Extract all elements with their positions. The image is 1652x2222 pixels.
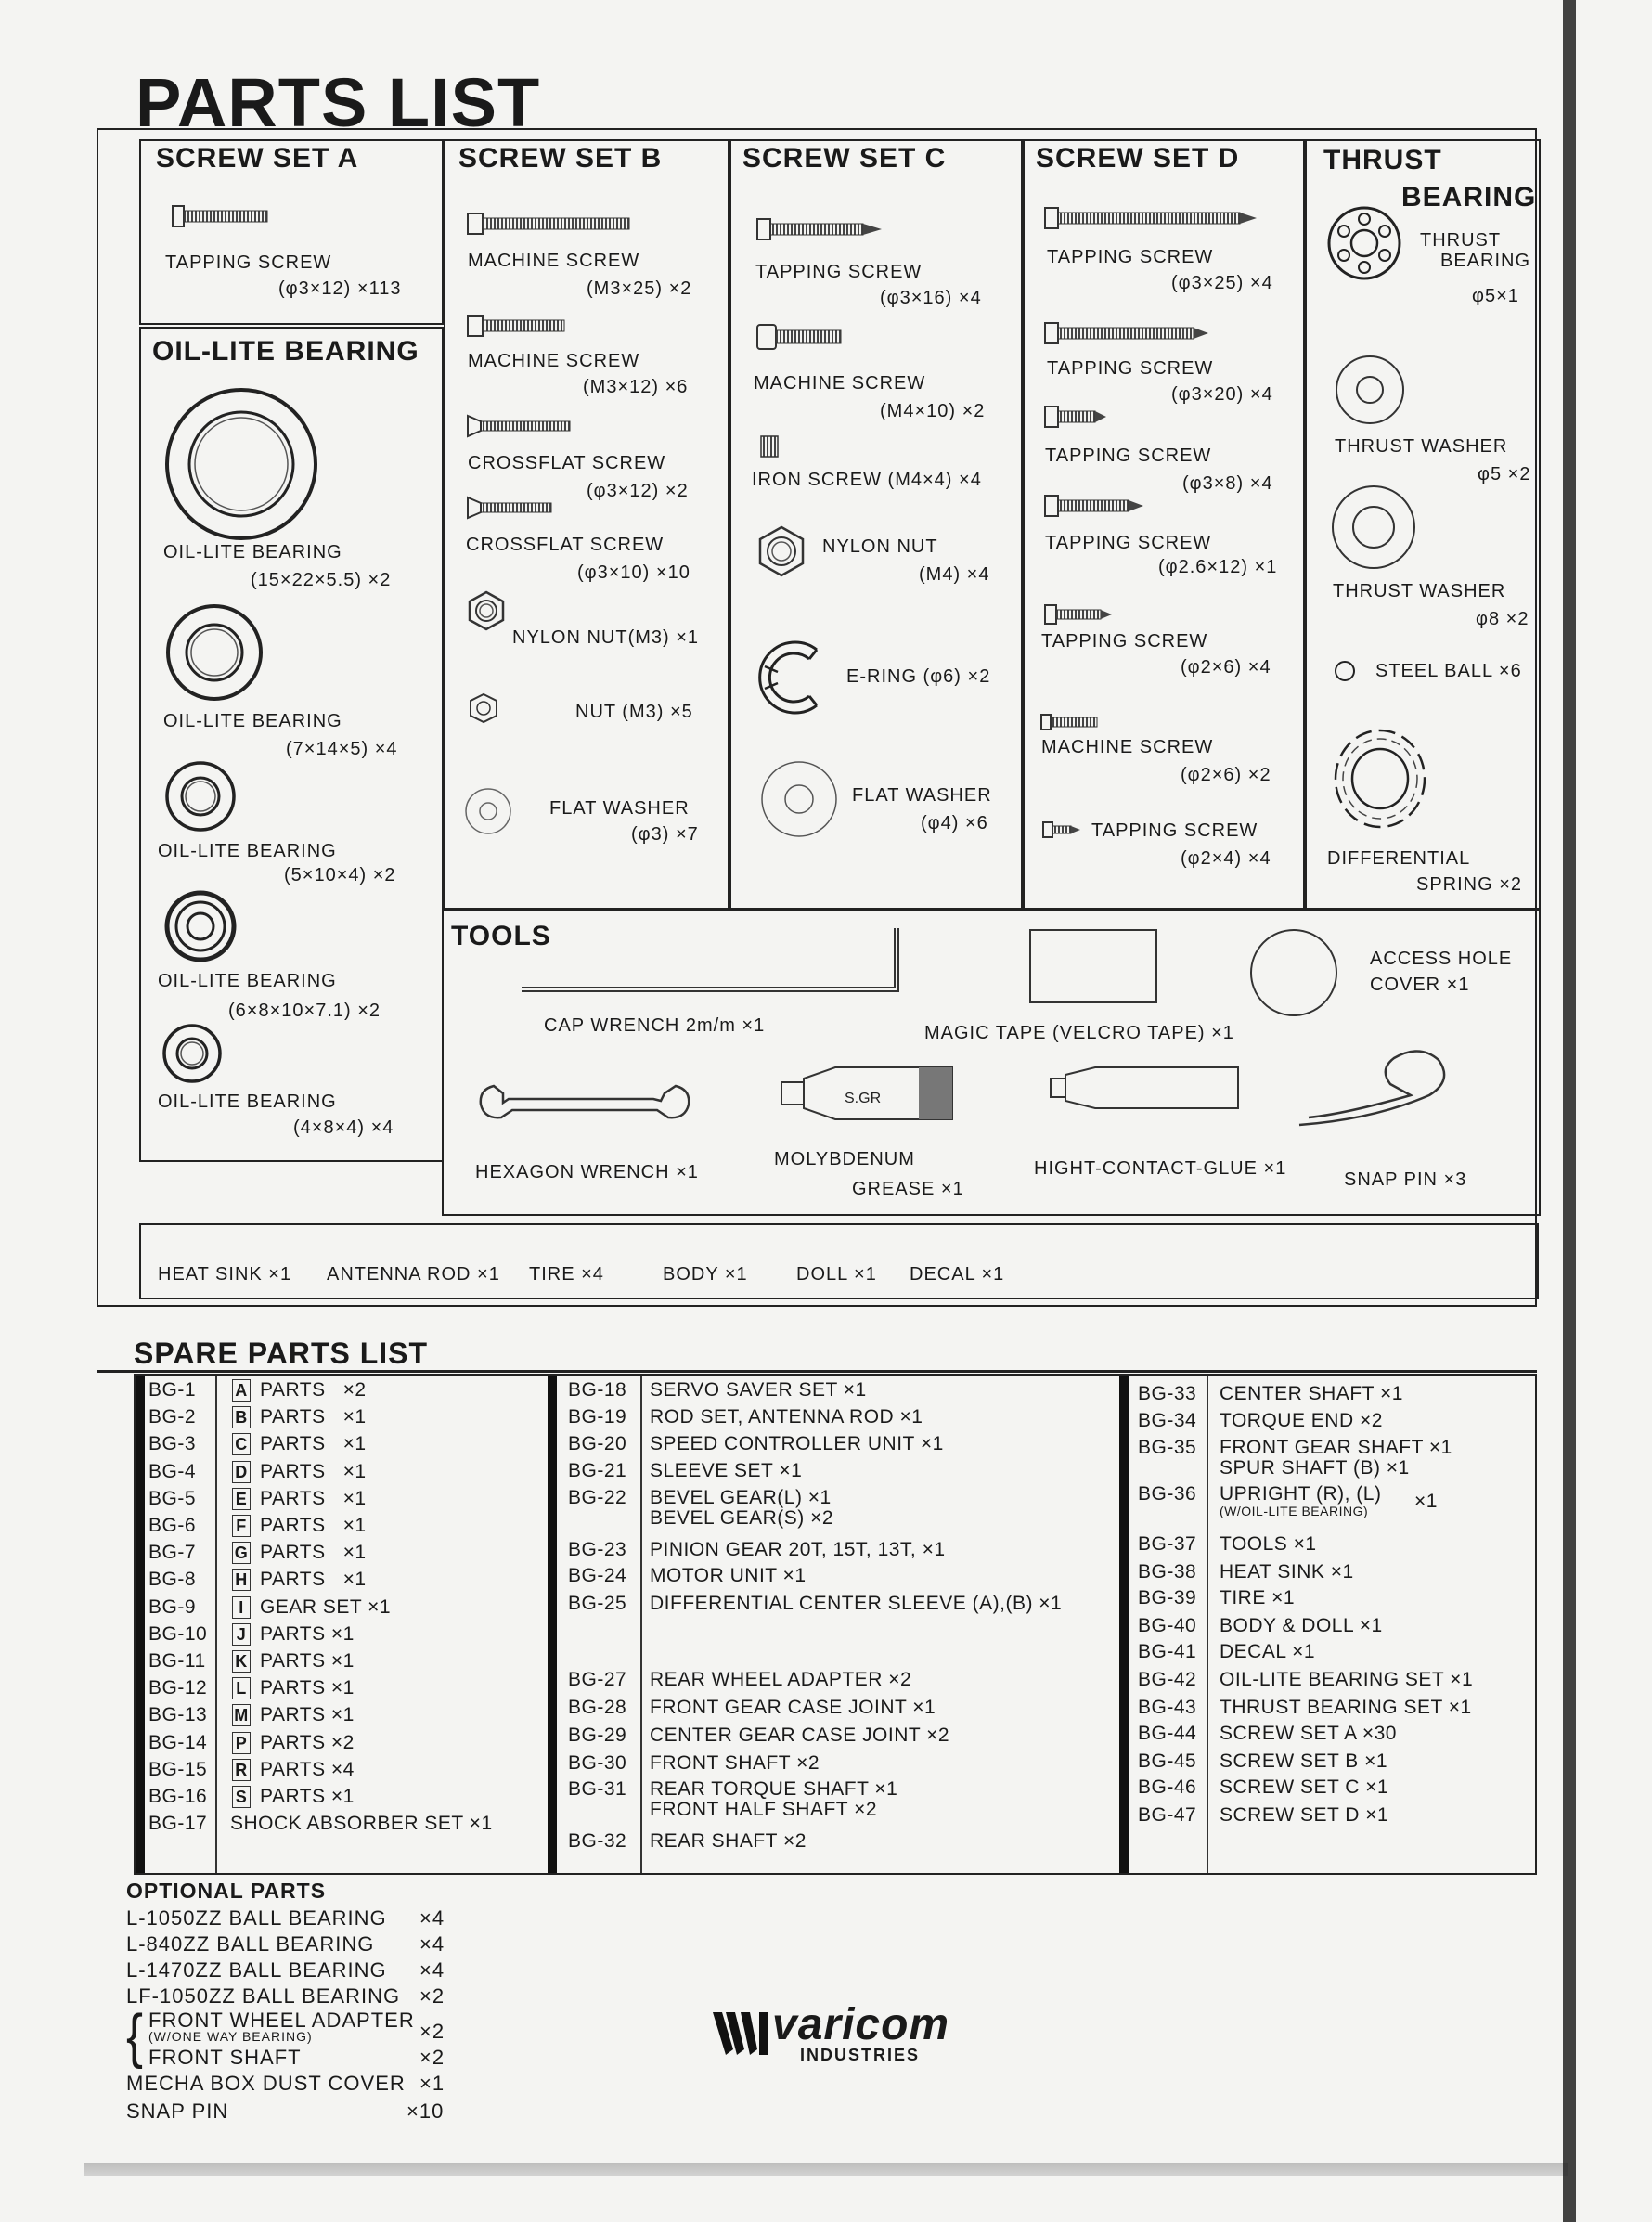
nut-icon <box>468 692 499 724</box>
machine-screw-long-icon <box>468 212 635 236</box>
optional-item-qty: ×1 <box>419 2072 445 2095</box>
bearing-flanged-icon <box>163 889 238 963</box>
bearing-medium-icon <box>163 601 265 704</box>
screw-b-1-qty: (M3×25) ×2 <box>587 278 692 299</box>
spare-code: BG-5 <box>148 1487 197 1509</box>
spare-code: BG-28 <box>568 1697 627 1718</box>
access-hole-cover-icon <box>1247 926 1340 1019</box>
oil-lite-4-label: OIL-LITE BEARING <box>158 971 337 991</box>
spare-desc: REAR TORQUE SHAFT ×1 <box>650 1778 898 1800</box>
spare-desc: PARTS ×1 <box>260 1704 355 1726</box>
screw-c-5-label: E-RING (φ6) ×2 <box>846 666 991 687</box>
glue-tube-icon <box>1049 1062 1244 1114</box>
spare-code: BG-22 <box>568 1487 627 1508</box>
thrust-3-label: THRUST WASHER <box>1333 581 1506 601</box>
part-letter-badge: L <box>232 1677 251 1699</box>
screw-d-3-label: TAPPING SCREW <box>1045 446 1212 466</box>
spare-code: BG-43 <box>1138 1697 1197 1718</box>
screw-d-6-label: MACHINE SCREW <box>1041 737 1214 757</box>
misc-tire: TIRE ×4 <box>529 1264 604 1285</box>
spare-code: BG-14 <box>148 1731 208 1753</box>
optional-item-name: L-1470ZZ BALL BEARING <box>126 1958 387 1982</box>
spare-desc: SLEEVE SET ×1 <box>650 1460 803 1481</box>
spare-code: BG-25 <box>568 1593 627 1614</box>
spare-desc: BODY & DOLL ×1 <box>1220 1615 1383 1636</box>
crossflat-screw-icon <box>468 414 579 438</box>
spare-code: BG-4 <box>148 1460 197 1482</box>
spare-desc: SCREW SET C ×1 <box>1220 1776 1389 1798</box>
part-letter-badge: K <box>232 1650 251 1673</box>
screw-c-2-label: MACHINE SCREW <box>754 373 926 394</box>
spare-desc: UPRIGHT (R), (L) <box>1220 1483 1382 1505</box>
tapping-screw-d2-icon <box>1045 321 1212 345</box>
tools-title: TOOLS <box>451 921 551 951</box>
thrust-washer-large-icon <box>1329 483 1418 572</box>
spare-code: BG-23 <box>568 1539 627 1560</box>
optional-item-qty: ×4 <box>419 1958 445 1982</box>
screw-a-qty: (φ3×12) ×113 <box>278 278 402 299</box>
spare-desc-2: FRONT HALF SHAFT ×2 <box>650 1799 878 1820</box>
snap-pin-icon <box>1290 1040 1457 1142</box>
spare-code: BG-18 <box>568 1379 627 1401</box>
spare-desc: DECAL ×1 <box>1220 1641 1316 1662</box>
screw-d-7-label: TAPPING SCREW <box>1091 820 1258 841</box>
screw-b-4-qty: (φ3×10) ×10 <box>577 562 690 583</box>
thrust-2-qty: φ5 ×2 <box>1478 464 1531 484</box>
spare-desc: BEVEL GEAR(L) ×1 <box>650 1487 832 1508</box>
screw-c-6-label: FLAT WASHER <box>852 785 992 806</box>
optional-item-qty: ×4 <box>419 1906 445 1930</box>
spare-code: BG-38 <box>1138 1561 1197 1583</box>
spare-desc: TORQUE END ×2 <box>1220 1410 1383 1431</box>
part-letter-badge: I <box>232 1596 251 1619</box>
spare-code: BG-32 <box>568 1830 627 1852</box>
bottom-edge-shadow <box>84 2163 1568 2176</box>
e-ring-icon <box>752 631 832 724</box>
spare-desc: SCREW SET A ×30 <box>1220 1723 1397 1744</box>
oil-lite-3-qty: (5×10×4) ×2 <box>284 865 396 885</box>
spare-code: BG-17 <box>148 1813 208 1835</box>
thrust-1-label: THRUST <box>1420 230 1502 251</box>
thrust-5-label: DIFFERENTIAL <box>1327 848 1471 869</box>
tapping-screw-c-icon <box>757 217 887 241</box>
bearing-small-icon <box>163 759 238 833</box>
thrust-washer-small-icon <box>1333 353 1407 427</box>
svg-text:S.GR: S.GR <box>845 1091 882 1106</box>
spare-desc: SHOCK ABSORBER SET ×1 <box>230 1813 493 1835</box>
access-hole-label-1: ACCESS HOLE <box>1370 949 1513 969</box>
screw-c-4-qty: (M4) ×4 <box>919 564 990 585</box>
spare-code: BG-41 <box>1138 1641 1197 1662</box>
spare-code: BG-6 <box>148 1515 197 1536</box>
tapping-screw-d1-icon <box>1045 206 1258 230</box>
spare-code: BG-40 <box>1138 1615 1197 1636</box>
spare-desc: PARTS ×4 <box>260 1758 355 1780</box>
screw-d-5-qty: (φ2×6) ×4 <box>1181 657 1271 678</box>
hexagon-wrench-icon <box>475 1067 694 1132</box>
spare-desc: PARTS ×1 <box>260 1569 367 1591</box>
varicom-mark-icon <box>713 2012 770 2057</box>
spare-code: BG-10 <box>148 1622 208 1645</box>
spare-desc: SCREW SET B ×1 <box>1220 1750 1388 1772</box>
screw-c-4-label: NYLON NUT <box>822 536 938 557</box>
cap-wrench-label: CAP WRENCH 2m/m ×1 <box>544 1015 766 1036</box>
spare-code: BG-2 <box>148 1406 197 1428</box>
spare-desc: TOOLS ×1 <box>1220 1533 1317 1555</box>
screw-b-4-label: CROSSFLAT SCREW <box>466 535 665 555</box>
screw-b-2-label: MACHINE SCREW <box>468 351 640 371</box>
spare-desc: REAR WHEEL ADAPTER ×2 <box>650 1669 912 1690</box>
spare-code: BG-24 <box>568 1565 627 1586</box>
spare-code: BG-37 <box>1138 1533 1197 1555</box>
part-letter-badge: C <box>232 1433 251 1455</box>
bearing-large-icon <box>162 385 320 543</box>
spare-code: BG-29 <box>568 1725 627 1746</box>
spare-code: BG-27 <box>568 1669 627 1690</box>
spare-code: BG-46 <box>1138 1776 1197 1798</box>
moly-label-1: MOLYBDENUM <box>774 1149 915 1169</box>
spare-code: BG-45 <box>1138 1750 1197 1772</box>
oil-lite-2-qty: (7×14×5) ×4 <box>286 739 398 759</box>
steel-ball-icon <box>1333 659 1357 683</box>
spare-desc: FRONT GEAR CASE JOINT ×1 <box>650 1697 936 1718</box>
hex-wrench-label: HEXAGON WRENCH ×1 <box>475 1162 699 1182</box>
spare-col2-rule <box>548 1376 557 1873</box>
spare-desc: PARTS ×1 <box>260 1542 367 1564</box>
optional-item-qty: ×2 <box>419 1984 445 2008</box>
bearing-tiny-icon <box>160 1021 225 1086</box>
spare-code: BG-31 <box>568 1778 627 1800</box>
screw-set-b-title: SCREW SET B <box>458 143 663 174</box>
optional-item-name: MECHA BOX DUST COVER <box>126 2072 406 2095</box>
screw-b-6-label: NUT (M3) ×5 <box>575 702 693 722</box>
spare-code: BG-9 <box>148 1595 197 1618</box>
optional-item-sub: (W/ONE WAY BEARING) <box>148 2029 313 2044</box>
spare-desc: PARTS ×1 <box>260 1622 355 1645</box>
thrust-title-2: BEARING <box>1401 182 1537 213</box>
right-edge-shadow <box>1563 0 1576 2222</box>
screw-d-4-label: TAPPING SCREW <box>1045 533 1212 553</box>
screw-b-1-label: MACHINE SCREW <box>468 251 640 271</box>
iron-screw-icon <box>759 434 780 459</box>
part-letter-badge: R <box>232 1759 251 1781</box>
part-letter-badge: A <box>232 1379 251 1402</box>
spare-desc: GEAR SET ×1 <box>260 1595 392 1618</box>
screw-d-2-qty: (φ3×20) ×4 <box>1171 384 1273 405</box>
spare-desc: CENTER SHAFT ×1 <box>1220 1383 1403 1404</box>
spare-desc: SCREW SET D ×1 <box>1220 1804 1389 1826</box>
oil-lite-4-qty: (6×8×10×7.1) ×2 <box>228 1001 381 1021</box>
misc-antenna-rod: ANTENNA ROD ×1 <box>327 1264 500 1285</box>
snap-pin-label: SNAP PIN ×3 <box>1344 1169 1467 1190</box>
part-letter-badge: S <box>232 1786 251 1808</box>
spare-code: BG-16 <box>148 1786 208 1807</box>
spare-code: BG-35 <box>1138 1437 1197 1458</box>
screw-b-2-qty: (M3×12) ×6 <box>583 377 689 397</box>
misc-row-box <box>139 1223 1539 1299</box>
page-title: PARTS LIST <box>136 64 541 141</box>
part-letter-badge: E <box>232 1488 251 1510</box>
moly-label-2: GREASE ×1 <box>852 1179 964 1199</box>
spare-parts-title: SPARE PARTS LIST <box>134 1337 429 1370</box>
part-letter-badge: G <box>232 1542 251 1564</box>
misc-heat-sink: HEAT SINK ×1 <box>158 1264 292 1285</box>
screw-d-6-qty: (φ2×6) ×2 <box>1181 765 1271 785</box>
thrust-title-1: THRUST <box>1323 145 1442 175</box>
spare-desc: TIRE ×1 <box>1220 1587 1296 1608</box>
spare-desc: DIFFERENTIAL CENTER SLEEVE (A),(B) ×1 <box>650 1593 1063 1614</box>
screw-b-3-qty: (φ3×12) ×2 <box>587 481 689 501</box>
oil-lite-1-label: OIL-LITE BEARING <box>163 542 342 562</box>
logo-sub: INDUSTRIES <box>800 2046 921 2064</box>
part-letter-badge: F <box>232 1515 251 1537</box>
optional-item-qty: ×10 <box>407 2099 445 2123</box>
screw-d-3-qty: (φ3×8) ×4 <box>1182 473 1273 494</box>
spare-code: BG-12 <box>148 1677 208 1699</box>
spare-code: BG-20 <box>568 1433 627 1454</box>
screw-d-1-label: TAPPING SCREW <box>1047 247 1214 267</box>
spare-code: BG-34 <box>1138 1410 1197 1431</box>
oil-lite-5-label: OIL-LITE BEARING <box>158 1092 337 1112</box>
spare-code: BG-7 <box>148 1542 197 1564</box>
screw-b-5-label: NYLON NUT(M3) ×1 <box>512 627 700 648</box>
spare-desc: FRONT SHAFT ×2 <box>650 1752 820 1774</box>
grease-tube-icon <box>780 1062 965 1127</box>
spare-desc: ROD SET, ANTENNA ROD ×1 <box>650 1406 923 1428</box>
spare-code: BG-42 <box>1138 1669 1197 1690</box>
glue-label: HIGHT-CONTACT-GLUE ×1 <box>1034 1158 1287 1179</box>
magic-tape-label: MAGIC TAPE (VELCRO TAPE) ×1 <box>924 1023 1234 1043</box>
nylon-nut-icon <box>466 590 507 631</box>
misc-decal: DECAL ×1 <box>910 1264 1005 1285</box>
misc-doll: DOLL ×1 <box>796 1264 877 1285</box>
oil-lite-2-label: OIL-LITE BEARING <box>163 711 342 731</box>
screw-d-1-qty: (φ3×25) ×4 <box>1171 273 1273 293</box>
access-hole-label-2: COVER ×1 <box>1370 975 1470 995</box>
oil-lite-1-qty: (15×22×5.5) ×2 <box>251 570 392 590</box>
part-letter-badge: H <box>232 1569 251 1591</box>
spare-code: BG-47 <box>1138 1804 1197 1826</box>
screw-d-4-qty: (φ2.6×12) ×1 <box>1158 557 1278 577</box>
spare-desc: PARTS ×1 <box>260 1433 367 1455</box>
spare-title-underline <box>97 1370 1537 1373</box>
screw-b-7-qty: (φ3) ×7 <box>631 824 699 845</box>
spare-desc: PARTS ×2 <box>260 1379 367 1401</box>
crossflat-screw-short-icon <box>468 496 561 520</box>
screw-set-c-title: SCREW SET C <box>742 143 947 174</box>
screw-a-label: TAPPING SCREW <box>165 252 332 273</box>
machine-screw-d-icon <box>1041 713 1106 731</box>
spare-code: BG-30 <box>568 1752 627 1774</box>
optional-item-name: FRONT WHEEL ADAPTER <box>148 2009 415 2032</box>
thrust-bearing-icon <box>1325 204 1403 282</box>
screw-b-3-label: CROSSFLAT SCREW <box>468 453 666 473</box>
flat-washer-icon <box>462 785 514 837</box>
optional-item-qty: ×2 <box>419 2020 445 2043</box>
spare-desc: FRONT GEAR SHAFT ×1 <box>1220 1437 1452 1458</box>
machine-screw-short-icon <box>468 314 570 338</box>
spare-desc: PARTS ×1 <box>260 1487 367 1509</box>
spare-desc-tail: ×1 <box>1414 1491 1438 1512</box>
screw-d-5-label: TAPPING SCREW <box>1041 631 1208 652</box>
spare-desc: CENTER GEAR CASE JOINT ×2 <box>650 1725 950 1746</box>
screw-set-a-title: SCREW SET A <box>156 143 359 174</box>
part-letter-badge: B <box>232 1406 251 1428</box>
screw-b-7-label: FLAT WASHER <box>549 798 690 819</box>
screw-c-2-qty: (M4×10) ×2 <box>880 401 986 421</box>
magic-tape-icon <box>1028 928 1160 1006</box>
misc-body: BODY ×1 <box>663 1264 748 1285</box>
screw-c-3-label: IRON SCREW (M4×4) ×4 <box>752 470 982 490</box>
optional-title: OPTIONAL PARTS <box>126 1879 327 1903</box>
spare-desc: SPEED CONTROLLER UNIT ×1 <box>650 1433 944 1454</box>
optional-item-name: L-1050ZZ BALL BEARING <box>126 1906 387 1930</box>
screw-c-1-label: TAPPING SCREW <box>755 262 923 282</box>
screw-c-6-qty: (φ4) ×6 <box>921 813 988 833</box>
thrust-1-qty: φ5×1 <box>1472 286 1519 306</box>
spare-code: BG-39 <box>1138 1587 1197 1608</box>
machine-screw-c-icon <box>757 323 850 351</box>
nylon-nut-c-icon <box>755 525 807 577</box>
oil-lite-title: OIL-LITE BEARING <box>152 336 419 367</box>
thrust-2-label: THRUST WASHER <box>1335 436 1508 457</box>
spare-col3-divider <box>1207 1376 1208 1873</box>
spare-code: BG-33 <box>1138 1383 1197 1404</box>
spare-desc: REAR SHAFT ×2 <box>650 1830 807 1852</box>
spare-desc: PARTS ×1 <box>260 1650 355 1672</box>
spare-desc: PINION GEAR 20T, 15T, 13T, ×1 <box>650 1539 946 1560</box>
optional-item-name: LF-1050ZZ BALL BEARING <box>126 1984 401 2008</box>
spare-code: BG-13 <box>148 1704 208 1726</box>
tapping-screw-d7-icon <box>1043 820 1084 839</box>
tapping-screw-d4-icon <box>1045 494 1147 518</box>
spare-desc: MOTOR UNIT ×1 <box>650 1565 807 1586</box>
thrust-1-label-2: BEARING <box>1440 251 1531 271</box>
spare-desc: PARTS ×1 <box>260 1786 355 1807</box>
optional-item-qty: ×4 <box>419 1932 445 1956</box>
spare-code: BG-3 <box>148 1433 197 1455</box>
oil-lite-5-qty: (4×8×4) ×4 <box>293 1117 394 1138</box>
thrust-5-qty: SPRING ×2 <box>1416 874 1523 895</box>
part-letter-badge: J <box>232 1623 251 1646</box>
tapping-screw-icon <box>173 202 275 230</box>
tapping-screw-d3-icon <box>1045 405 1110 429</box>
spare-desc: PARTS ×1 <box>260 1460 367 1482</box>
flat-washer-c-icon <box>757 757 841 841</box>
spare-desc: THRUST BEARING SET ×1 <box>1220 1697 1472 1718</box>
brace-icon: { <box>126 2003 145 2070</box>
spare-desc: HEAT SINK ×1 <box>1220 1561 1354 1583</box>
spare-desc: PARTS ×2 <box>260 1731 355 1753</box>
spare-code: BG-1 <box>148 1379 197 1401</box>
spare-col2-divider <box>640 1376 642 1873</box>
part-letter-badge: M <box>232 1704 251 1726</box>
spare-col1-rule <box>136 1376 145 1873</box>
thrust-3-qty: φ8 ×2 <box>1476 609 1529 629</box>
optional-item-qty: ×2 <box>419 2046 445 2069</box>
optional-item-name: FRONT SHAFT <box>148 2046 302 2069</box>
cap-wrench-icon <box>520 924 910 999</box>
spare-col1-divider <box>215 1376 217 1873</box>
spare-desc: PARTS ×1 <box>260 1515 367 1536</box>
spare-desc-2: SPUR SHAFT (B) ×1 <box>1220 1457 1410 1479</box>
screw-d-2-label: TAPPING SCREW <box>1047 358 1214 379</box>
screw-c-1-qty: (φ3×16) ×4 <box>880 288 982 308</box>
screw-d-7-qty: (φ2×4) ×4 <box>1181 848 1271 869</box>
spare-code: BG-15 <box>148 1758 208 1780</box>
spare-desc: SERVO SAVER SET ×1 <box>650 1379 867 1401</box>
differential-spring-icon <box>1329 718 1431 839</box>
spare-desc-2: (W/OIL-LITE BEARING) <box>1220 1504 1369 1518</box>
logo-brand: varicom <box>772 2000 950 2049</box>
spare-desc: PARTS ×1 <box>260 1406 367 1428</box>
spare-code: BG-8 <box>148 1569 197 1591</box>
part-letter-badge: P <box>232 1732 251 1754</box>
spare-code: BG-44 <box>1138 1723 1197 1744</box>
screw-set-d-title: SCREW SET D <box>1036 143 1240 174</box>
optional-item-name: L-840ZZ BALL BEARING <box>126 1932 375 1956</box>
spare-code: BG-19 <box>568 1406 627 1428</box>
spare-code: BG-36 <box>1138 1483 1197 1505</box>
spare-desc: PARTS ×1 <box>260 1677 355 1699</box>
oil-lite-3-label: OIL-LITE BEARING <box>158 841 337 861</box>
optional-item-name: SNAP PIN <box>126 2099 229 2123</box>
spare-code: BG-21 <box>568 1460 627 1481</box>
spare-code: BG-11 <box>148 1650 206 1672</box>
tapping-screw-d5-icon <box>1045 603 1116 626</box>
spare-desc: OIL-LITE BEARING SET ×1 <box>1220 1669 1474 1690</box>
thrust-4-label: STEEL BALL ×6 <box>1375 661 1522 681</box>
spare-col3-rule <box>1119 1376 1129 1873</box>
part-letter-badge: D <box>232 1461 251 1483</box>
spare-desc-2: BEVEL GEAR(S) ×2 <box>650 1507 834 1529</box>
